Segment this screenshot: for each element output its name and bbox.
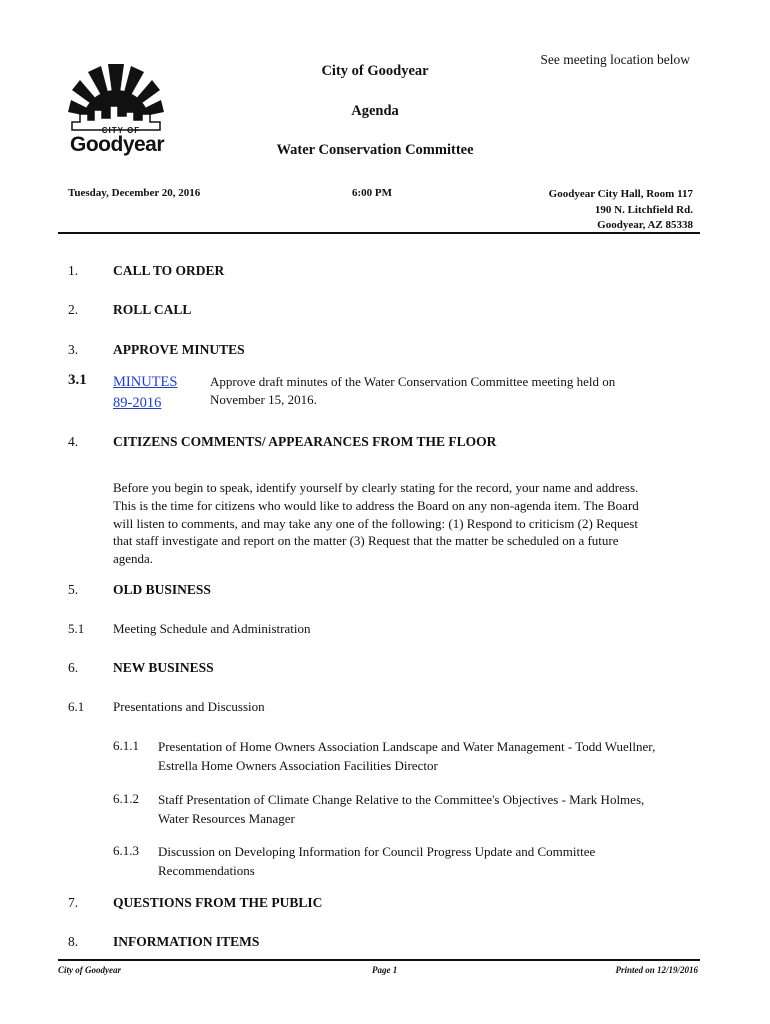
item-number: 5.1 — [68, 621, 85, 636]
subitem-text: Staff Presentation of Climate Change Relative to the Committee's Objectives - Mark Holmes, Water Resources Manager — [158, 792, 645, 826]
meeting-time: 6:00 PM — [352, 187, 393, 199]
header-divider — [58, 232, 700, 234]
footer-divider — [58, 959, 700, 961]
item-number: 1. — [68, 263, 79, 278]
section-title-information-items: INFORMATION ITEMS — [113, 934, 260, 949]
address-line: Goodyear, AZ 85338 — [597, 219, 693, 231]
item-number: 7. — [68, 895, 79, 910]
item-number: 6.1 — [68, 699, 85, 714]
subitem-number: 6.1.2 — [113, 791, 139, 806]
section-title-call-to-order: CALL TO ORDER — [113, 263, 225, 278]
section-title-questions: QUESTIONS FROM THE PUBLIC — [113, 895, 323, 910]
minutes-link-line[interactable]: 89-2016 — [113, 395, 162, 411]
item-number: 3.1 — [68, 372, 87, 388]
minutes-link[interactable] — [113, 372, 177, 414]
item-number: 4. — [68, 434, 79, 449]
item-number: 3. — [68, 342, 79, 357]
logo-goodyear-text: Goodyear — [70, 133, 165, 156]
meeting-location-note: See meeting location below — [540, 52, 690, 67]
meeting-address — [500, 187, 693, 234]
address-line: 190 N. Litchfield Rd. — [594, 203, 693, 216]
section-title-citizens-comments: CITIZENS COMMENTS/ APPEARANCES FROM THE FLOOR — [113, 434, 497, 449]
item-number: 5. — [68, 582, 79, 597]
meeting-date: Tuesday, December 20, 2016 — [68, 187, 201, 199]
committee-title: Water Conservation Committee — [276, 142, 474, 158]
item-number: 6. — [68, 660, 79, 675]
footer-page-number: Page 1 — [372, 965, 398, 975]
subitem-text: Discussion on Developing Information for Council Progress Update and Committee Recommendations — [158, 844, 596, 878]
item-number: 2. — [68, 302, 79, 317]
old-business-item: Meeting Schedule and Administration — [113, 621, 311, 636]
doc-type-title: Agenda — [351, 103, 399, 119]
section-title-new-business: NEW BUSINESS — [113, 660, 214, 675]
subitem-number: 6.1.1 — [113, 738, 139, 753]
section-title-old-business: OLD BUSINESS — [113, 582, 211, 597]
section-title-approve-minutes: APPROVE MINUTES — [113, 342, 245, 357]
minutes-description: Approve draft minutes of the Water Conservation Committee meeting held on November 15, 2016. — [210, 374, 616, 407]
org-title: City of Goodyear — [321, 63, 429, 79]
minutes-link-line[interactable]: MINUTES — [113, 374, 178, 390]
section-title-roll-call: ROLL CALL — [113, 302, 192, 317]
footer-org: City of Goodyear — [58, 965, 121, 975]
address-line: Goodyear City Hall, Room 117 — [548, 188, 693, 200]
subitem-text: Presentation of Home Owners Association Landscape and Water Management - Todd Wuellner, Estrella Home Owners Association Facilities Director — [158, 739, 656, 773]
item-number: 8. — [68, 934, 79, 949]
new-business-item: Presentations and Discussion — [113, 699, 265, 714]
logo-city-of-text: CITY OF — [101, 126, 141, 135]
footer-printed-date: Printed on 12/19/2016 — [615, 965, 698, 975]
subitem-number: 6.1.3 — [113, 843, 139, 858]
citizens-comments-text: Before you begin to speak, identify yourself by clearly stating for the record, your name and address. This is the time for citizens who would like to address the Board on any non-agenda item. The Board will listen to comments, and may take any one of the following: (1) Respond to criticism (2) Request that staff investigate and report on the matter (3) Request that the matter be scheduled on a future agenda. — [113, 480, 639, 567]
